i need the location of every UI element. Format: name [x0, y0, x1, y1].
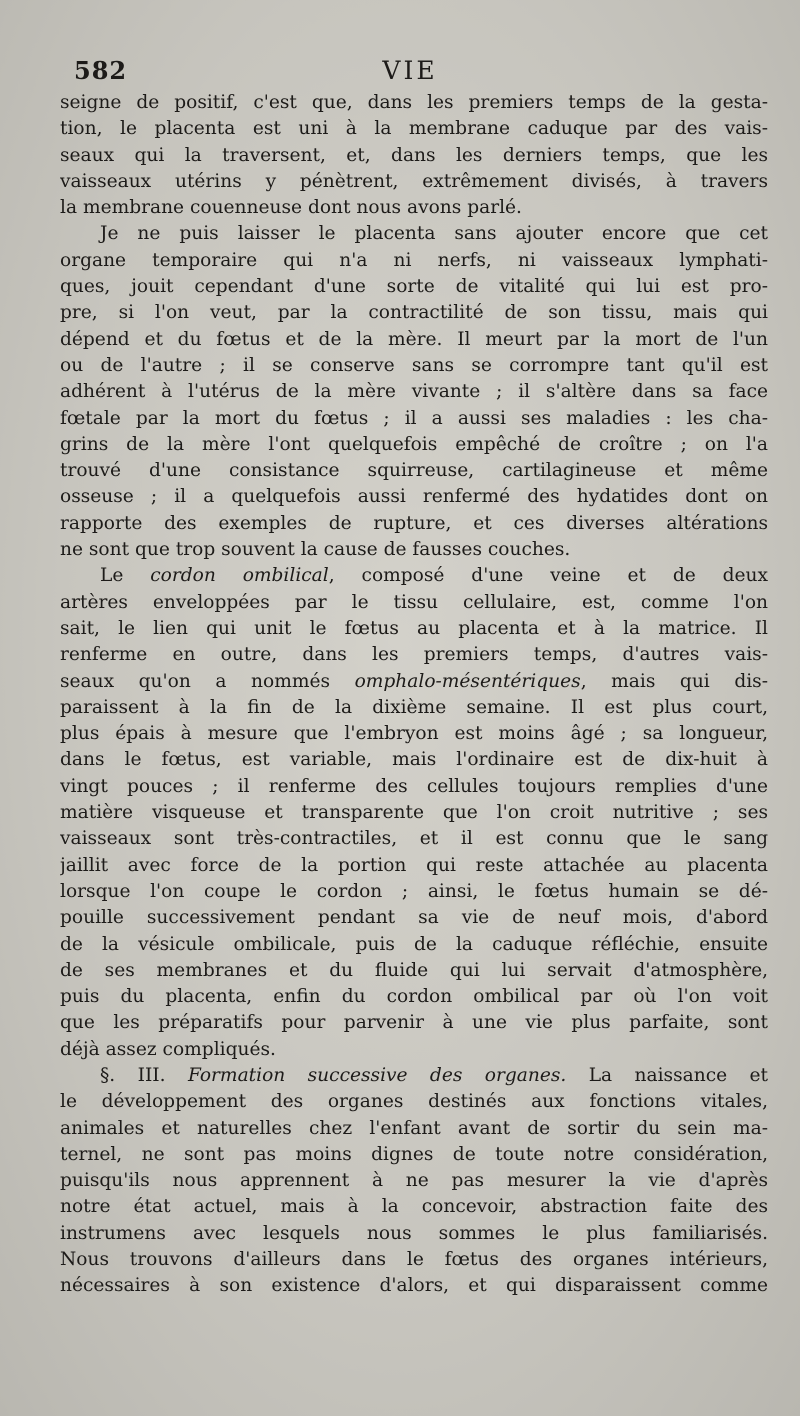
- text-line: de la vésicule ombilicale, puis de la caduque réfléchie, ensuite: [60, 933, 768, 955]
- italic-term: omphalo-mésentériques: [354, 670, 581, 692]
- text-line: puisqu'ils nous apprennent à ne pas mesurer la vie d'après: [60, 1170, 768, 1192]
- text-fragment: Le: [100, 565, 151, 587]
- text-line: jaillit avec force de la portion qui reste attachée au placenta: [60, 854, 768, 876]
- text-line: puis du placenta, enfin du cordon ombilical par où l'on voit: [60, 986, 768, 1008]
- text-line: sait, le lien qui unit le fœtus au placenta et à la matrice. Il: [60, 617, 768, 639]
- text-line: tion, le placenta est uni à la membrane caduque par des vais-: [60, 118, 768, 140]
- text-fragment: seaux qu'on a nommés: [60, 670, 355, 692]
- text-line: ne sont que trop souvent la cause de fausses couches.: [60, 539, 571, 561]
- text-line: pouille successivement pendant sa vie de neuf mois, d'abord: [60, 907, 768, 929]
- section-title: Formation successive des organes.: [187, 1064, 567, 1086]
- text-line: pre, si l'on veut, par la contractilité de son tissu, mais qui: [60, 302, 768, 324]
- text-line: trouvé d'une consistance squirreuse, cartilagineuse et même: [60, 460, 768, 482]
- text-line: dépend et du fœtus et de la mère. Il meurt par la mort de l'un: [60, 328, 768, 350]
- text-line: grins de la mère l'ont quelquefois empêché de croître ; on l'a: [60, 433, 768, 455]
- page-number: 582: [74, 56, 128, 85]
- text-line: seaux qui la traversent, et, dans les derniers temps, que les: [60, 144, 768, 166]
- text-line: animales et naturelles chez l'enfant avant de sortir du sein ma-: [60, 1117, 768, 1139]
- text-line: notre état actuel, mais à la concevoir, abstraction faite des: [60, 1196, 768, 1218]
- text-line: déjà assez compliqués.: [60, 1038, 276, 1060]
- text-line: matière visqueuse et transparente que l'on croit nutritive ; ses: [60, 802, 768, 824]
- section-number: §. III.: [100, 1064, 188, 1086]
- text-line: Nous trouvons d'ailleurs dans le fœtus des organes intérieurs,: [60, 1249, 768, 1271]
- text-line: paraissent à la fin de la dixième semaine. Il est plus court,: [60, 696, 768, 718]
- text-line: dans le fœtus, est variable, mais l'ordinaire est de dix-huit à: [60, 749, 768, 771]
- text-line: lorsque l'on coupe le cordon ; ainsi, le fœtus humain se dé-: [60, 880, 768, 902]
- page-header: [0, 56, 800, 90]
- text-line: de ses membranes et du fluide qui lui servait d'atmosphère,: [60, 959, 768, 981]
- text-line: [60, 563, 768, 589]
- text-line: organe temporaire qui n'a ni nerfs, ni vaisseaux lymphati-: [60, 249, 768, 271]
- text-line: vingt pouces ; il renferme des cellules toujours remplies d'une: [60, 775, 768, 797]
- text-line: que les préparatifs pour parvenir à une vie plus parfaite, sont: [60, 1012, 768, 1034]
- text-line: rapporte des exemples de rupture, et ces diverses altérations: [60, 512, 768, 534]
- text-line: fœtale par la mort du fœtus ; il a aussi ses maladies : les cha-: [60, 407, 768, 429]
- text-line: osseuse ; il a quelquefois aussi renfermé des hydatides dont on: [60, 486, 768, 508]
- text-line: Je ne puis laisser le placenta sans ajouter encore que cet: [100, 223, 768, 245]
- running-title: VIE: [382, 56, 438, 85]
- italic-term: cordon ombilical: [150, 565, 329, 587]
- text-line: artères enveloppées par le tissu cellulaire, est, comme l'on: [60, 591, 768, 613]
- text-line: ternel, ne sont pas moins dignes de toute notre considération,: [60, 1143, 768, 1165]
- text-line: vaisseaux utérins y pénètrent, extrêmement divisés, à travers: [60, 170, 768, 192]
- text-line: ques, jouit cependant d'une sorte de vitalité qui lui est pro-: [60, 276, 768, 298]
- text-fragment: , mais qui dis-: [580, 670, 768, 692]
- section-heading-line: [60, 1063, 768, 1089]
- text-fragment: La naissance et: [566, 1064, 768, 1086]
- text-line: nécessaires à son existence d'alors, et qui disparaissent comme: [60, 1275, 768, 1297]
- text-line: renferme en outre, dans les premiers temps, d'autres vais-: [60, 644, 768, 666]
- text-fragment: , composé d'une veine et de deux: [328, 565, 768, 587]
- text-line: instrumens avec lesquels nous sommes le plus familiarisés.: [60, 1222, 768, 1244]
- text-line: ou de l'autre ; il se conserve sans se corrompre tant qu'il est: [60, 354, 768, 376]
- text-line: le développement des organes destinés aux fonctions vitales,: [60, 1091, 768, 1113]
- text-line: adhérent à l'utérus de la mère vivante ; il s'altère dans sa face: [60, 381, 768, 403]
- text-line: seigne de positif, c'est que, dans les premiers temps de la gesta-: [60, 92, 768, 113]
- text-line: vaisseaux sont très-contractiles, et il est connu que le sang: [60, 828, 768, 850]
- text-line: [60, 669, 768, 695]
- body-text: [60, 90, 768, 1300]
- text-line: plus épais à mesure que l'embryon est moins âgé ; sa longueur,: [60, 723, 768, 745]
- text-line: la membrane couenneuse dont nous avons parlé.: [60, 197, 522, 219]
